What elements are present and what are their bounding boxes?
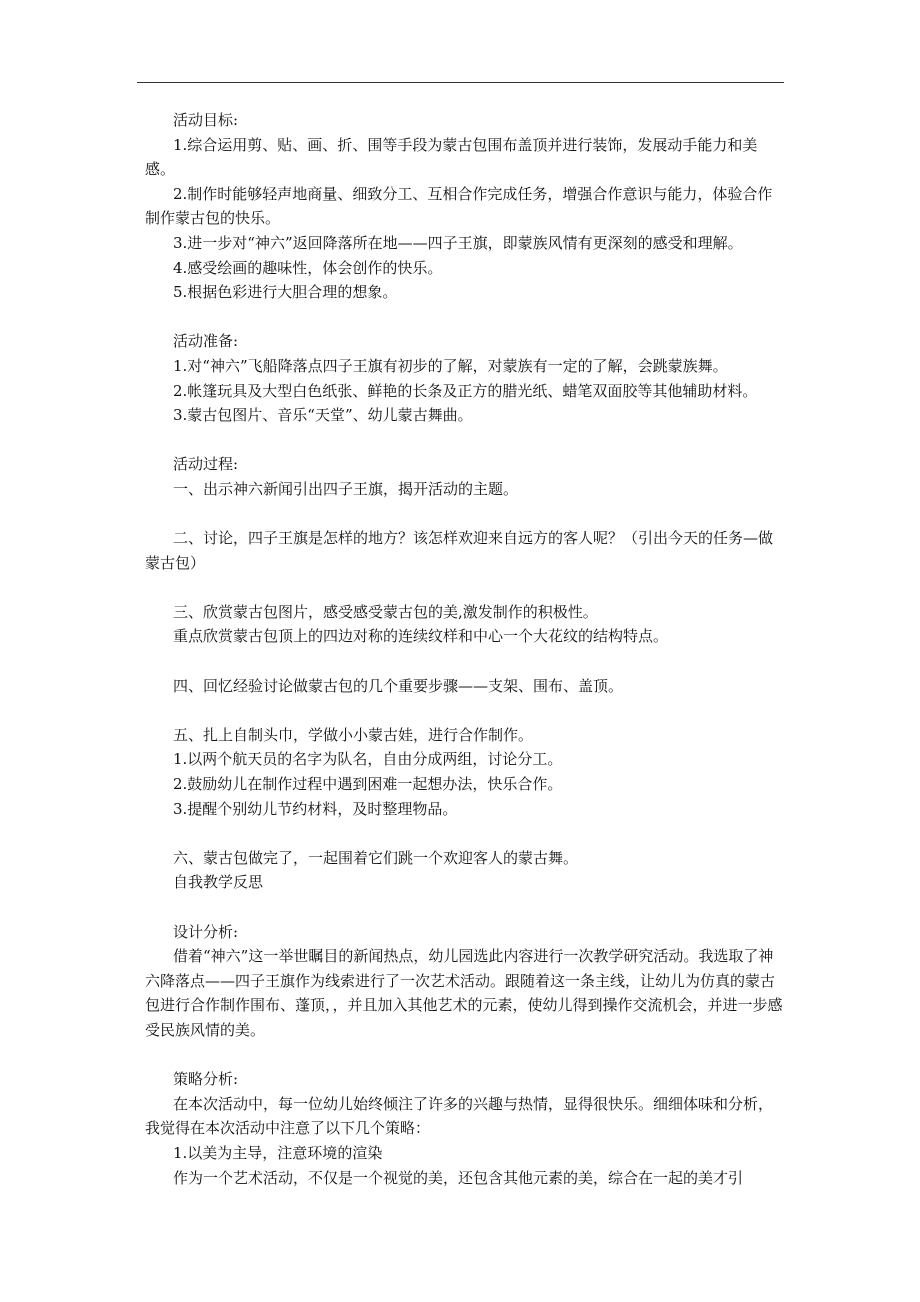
design-body: 借着“神六”这一举世瞩目的新闻热点，幼儿园选此内容进行一次教学研究活动。我选取了神六降落点——四子王旗作为线索进行了一次艺术活动。跟随着这一条主线，让幼儿为仿真的蒙古包进行合作制作围布、蓬顶，，并且加入其他艺术的元素，使幼儿得到操作交流机会，并进一步感受民族风情的美。 <box>145 947 783 1039</box>
goal-item-5: 5.根据色彩进行大胆合理的想象。 <box>173 283 398 302</box>
spacer <box>145 428 785 453</box>
spacer <box>145 698 785 723</box>
spacer <box>145 821 785 846</box>
goals-heading: 活动目标: <box>173 111 239 129</box>
process-step-4: 四、回忆经验讨论做蒙古包的几个重要步骤——支架、围布、盖顶。 <box>173 676 624 695</box>
goal-item-1: 1.综合运用剪、贴、画、折、围等手段为蒙古包围布盖顶并进行装饰，发展动手能力和美感。 <box>145 135 758 179</box>
document-body <box>145 108 785 1190</box>
process-step-6: 六、蒙古包做完了，一起围着它们跳一个欢迎客人的蒙古舞。 <box>173 848 579 867</box>
process-step-5-item-1: 1.以两个航天员的名字为队名，自由分成两组，讨论分工。 <box>173 750 563 769</box>
strategy-heading: 策略分析: <box>173 1070 239 1089</box>
process-step-3-detail: 重点欣赏蒙古包顶上的四边对称的连续纹样和中心一个大花纹的结构特点。 <box>173 627 669 646</box>
strategy-point-1-body: 作为一个艺术活动，不仅是一个视觉的美，还包含其他元素的美，综合在一起的美才引 <box>173 1168 744 1187</box>
spacer <box>145 305 785 330</box>
strategy-body: 在本次活动中，每一位幼儿始终倾注了许多的兴趣与热情，显得很快乐。细细体味和分析，我觉得在本次活动中注意了以下几个策略： <box>145 1094 774 1138</box>
process-step-5-item-2: 2.鼓励幼儿在制作过程中遇到困难一起想办法，快乐合作。 <box>173 775 563 794</box>
spacer <box>145 1043 785 1068</box>
reflection-title: 自我教学反思 <box>173 873 264 892</box>
goal-item-2: 2.制作时能够轻声地商量、细致分工、互相合作完成任务，增强合作意识与能力，体验合作制作蒙古包的快乐。 <box>145 184 773 228</box>
strategy-point-1: 1.以美为主导，注意环境的渲染 <box>173 1143 383 1162</box>
spacer <box>145 895 785 920</box>
design-heading: 设计分析: <box>173 922 239 941</box>
process-step-2: 二、讨论，四子王旗是怎样的地方？该怎样欢迎来自远方的客人呢？（引出今天的任务—做蒙古包） <box>145 529 774 572</box>
process-step-3: 三、欣赏蒙古包图片，感受感受蒙古包的美,激发制作的积极性。 <box>173 602 598 621</box>
goal-item-4: 4.感受绘画的趣味性，体会创作的快乐。 <box>173 258 443 277</box>
preparation-heading: 活动准备: <box>173 332 239 351</box>
goal-item-3: 3.进一步对“神六”返回降落所在地——四子王旗，即蒙族风情有更深刻的感受和理解。 <box>173 233 743 252</box>
process-step-5-item-3: 3.提醒个别幼儿节约材料，及时整理物品。 <box>173 799 458 818</box>
process-step-5: 五、扎上自制头巾，学做小小蒙古娃，进行合作制作。 <box>173 725 534 744</box>
spacer <box>145 502 785 527</box>
header-rule <box>137 82 784 83</box>
preparation-item-3: 3.蒙古包图片、音乐“天堂”、幼儿蒙古舞曲。 <box>173 406 473 425</box>
preparation-item-1: 1.对“神六”飞船降落点四子王旗有初步的了解，对蒙族有一定的了解，会跳蒙族舞。 <box>173 356 728 375</box>
spacer <box>145 649 785 674</box>
preparation-item-2: 2.帐篷玩具及大型白色纸张、鲜艳的长条及正方的腊光纸、蜡笔双面胶等其他辅助材料。 <box>173 381 758 400</box>
process-heading: 活动过程: <box>173 455 239 474</box>
process-step-1: 一、出示神六新闻引出四子王旗，揭开活动的主题。 <box>173 479 519 498</box>
spacer <box>145 575 785 600</box>
